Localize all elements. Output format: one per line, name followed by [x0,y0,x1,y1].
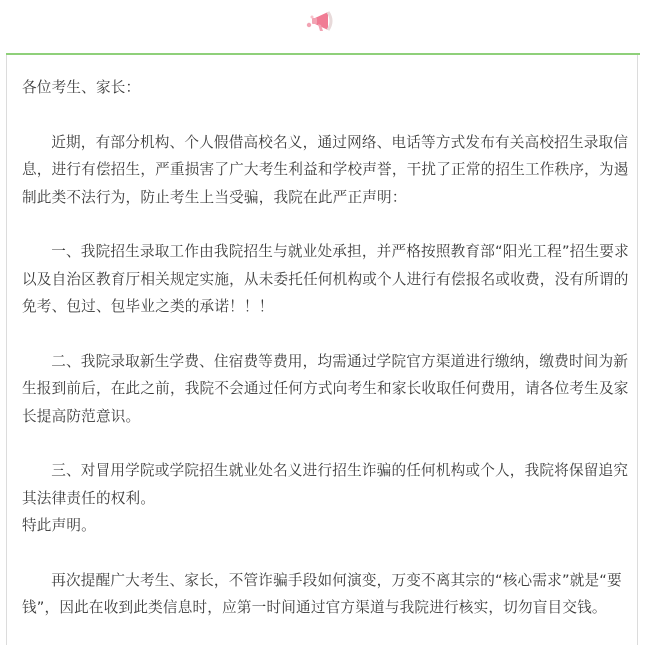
intro-paragraph: 近期，有部分机构、个人假借高校名义，通过网络、电话等方式发布有关高校招生录取信息，进行有偿招生，严重损害了广大考生利益和学校声誉，干扰了正常的招生工作秩序，为遏制此类不法行为，防止考生上当受骗，我院在此严正声明： [22,133,629,206]
paragraph-gap [22,211,630,238]
paragraph-gap [22,321,630,348]
point-two-paragraph: 二、我院录取新生学费、住宿费等费用，均需通过学院官方渠道进行缴纳，缴费时间为新生报到前后，在此之前，我院不会通过任何方式向考生和家长收取任何费用，请各位考生及家长提高防范意识。 [22,352,629,425]
paragraph-gap [22,540,630,567]
statement-body [22,74,630,622]
point-one-paragraph: 一、我院招生录取工作由我院招生与就业处承担，并严格按照教育部“阳光工程”招生要求以及自治区教育厅相关规定实施，从未委托任何机构或个人进行有偿报名或收费，没有所谓的免考、包过、包毕业之类的承诺！！！ [22,243,629,315]
closing-line: 特此声明。 [22,517,96,534]
point-three-paragraph: 三、对冒用学院或学院招生就业处名义进行招生诈骗的任何机构或个人，我院将保留追究其法律责任的权利。 [22,462,629,507]
paragraph-gap [22,102,630,129]
greeting: 各位考生、家长： [22,79,141,96]
paragraph-gap [22,430,630,457]
reminder-paragraph: 再次提醒广大考生、家长，不管诈骗手段如何演变，万变不离其宗的“核心需求”就是“要钱”，因此在收到此类信息时，应第一时间通过官方渠道与我院进行核实，切勿盲目交钱。 [22,571,622,616]
megaphone-icon [303,6,339,36]
